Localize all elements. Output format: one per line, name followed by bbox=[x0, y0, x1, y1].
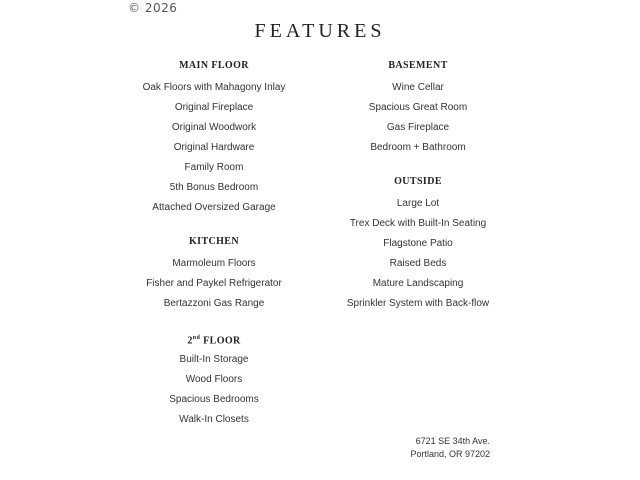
section-heading-basement: BASEMENT bbox=[388, 60, 448, 71]
section-outside bbox=[288, 174, 548, 314]
right-column bbox=[288, 58, 548, 330]
feature-item: Wood Floors bbox=[185, 374, 243, 385]
feature-item: Mature Landscaping bbox=[372, 278, 464, 289]
feature-item: Original Fireplace bbox=[174, 102, 254, 113]
feature-item: Flagstone Patio bbox=[383, 238, 453, 249]
heading-ordinal-suffix: nd bbox=[192, 335, 201, 341]
section-heading-kitchen: KITCHEN bbox=[188, 236, 240, 247]
heading-number: 2 bbox=[187, 335, 193, 347]
feature-item: Spacious Bedrooms bbox=[169, 394, 259, 405]
feature-item: Original Hardware bbox=[173, 142, 255, 153]
feature-item: Fisher and Paykel Refrigerator bbox=[146, 278, 282, 289]
feature-item: Wine Cellar bbox=[392, 82, 444, 93]
page-title: FEATURES bbox=[254, 20, 386, 42]
section-heading-second-floor bbox=[84, 330, 344, 346]
address-line-1: 6721 SE 34th Ave. bbox=[415, 436, 490, 446]
section-heading-main-floor: MAIN FLOOR bbox=[179, 60, 249, 71]
feature-item: Original Woodwork bbox=[171, 122, 257, 133]
feature-item: 5th Bonus Bedroom bbox=[169, 182, 259, 193]
section-second-floor bbox=[84, 330, 344, 430]
feature-item: Trex Deck with Built-In Seating bbox=[349, 218, 487, 229]
heading-text: FLOOR bbox=[203, 335, 241, 347]
property-address bbox=[410, 435, 490, 461]
feature-item: Attached Oversized Garage bbox=[152, 202, 276, 213]
feature-item: Oak Floors with Mahagony Inlay bbox=[142, 82, 286, 93]
feature-item: Bedroom + Bathroom bbox=[370, 142, 466, 153]
feature-item: Marmoleum Floors bbox=[172, 258, 256, 269]
feature-item: Family Room bbox=[184, 162, 244, 173]
feature-item: Built-In Storage bbox=[179, 354, 249, 365]
section-basement bbox=[288, 58, 548, 158]
feature-item: Walk-In Closets bbox=[179, 414, 249, 425]
feature-item: Raised Beds bbox=[389, 258, 447, 269]
feature-item: Sprinkler System with Back-flow bbox=[346, 298, 490, 309]
section-heading-outside: OUTSIDE bbox=[394, 176, 442, 187]
feature-item: Spacious Great Room bbox=[368, 102, 468, 113]
feature-item: Gas Fireplace bbox=[386, 122, 450, 133]
address-line-2: Portland, OR 97202 bbox=[410, 449, 490, 459]
feature-item: Large Lot bbox=[396, 198, 440, 209]
feature-item: Bertazzoni Gas Range bbox=[163, 298, 265, 309]
copyright-text: © 2026 bbox=[128, 1, 178, 15]
